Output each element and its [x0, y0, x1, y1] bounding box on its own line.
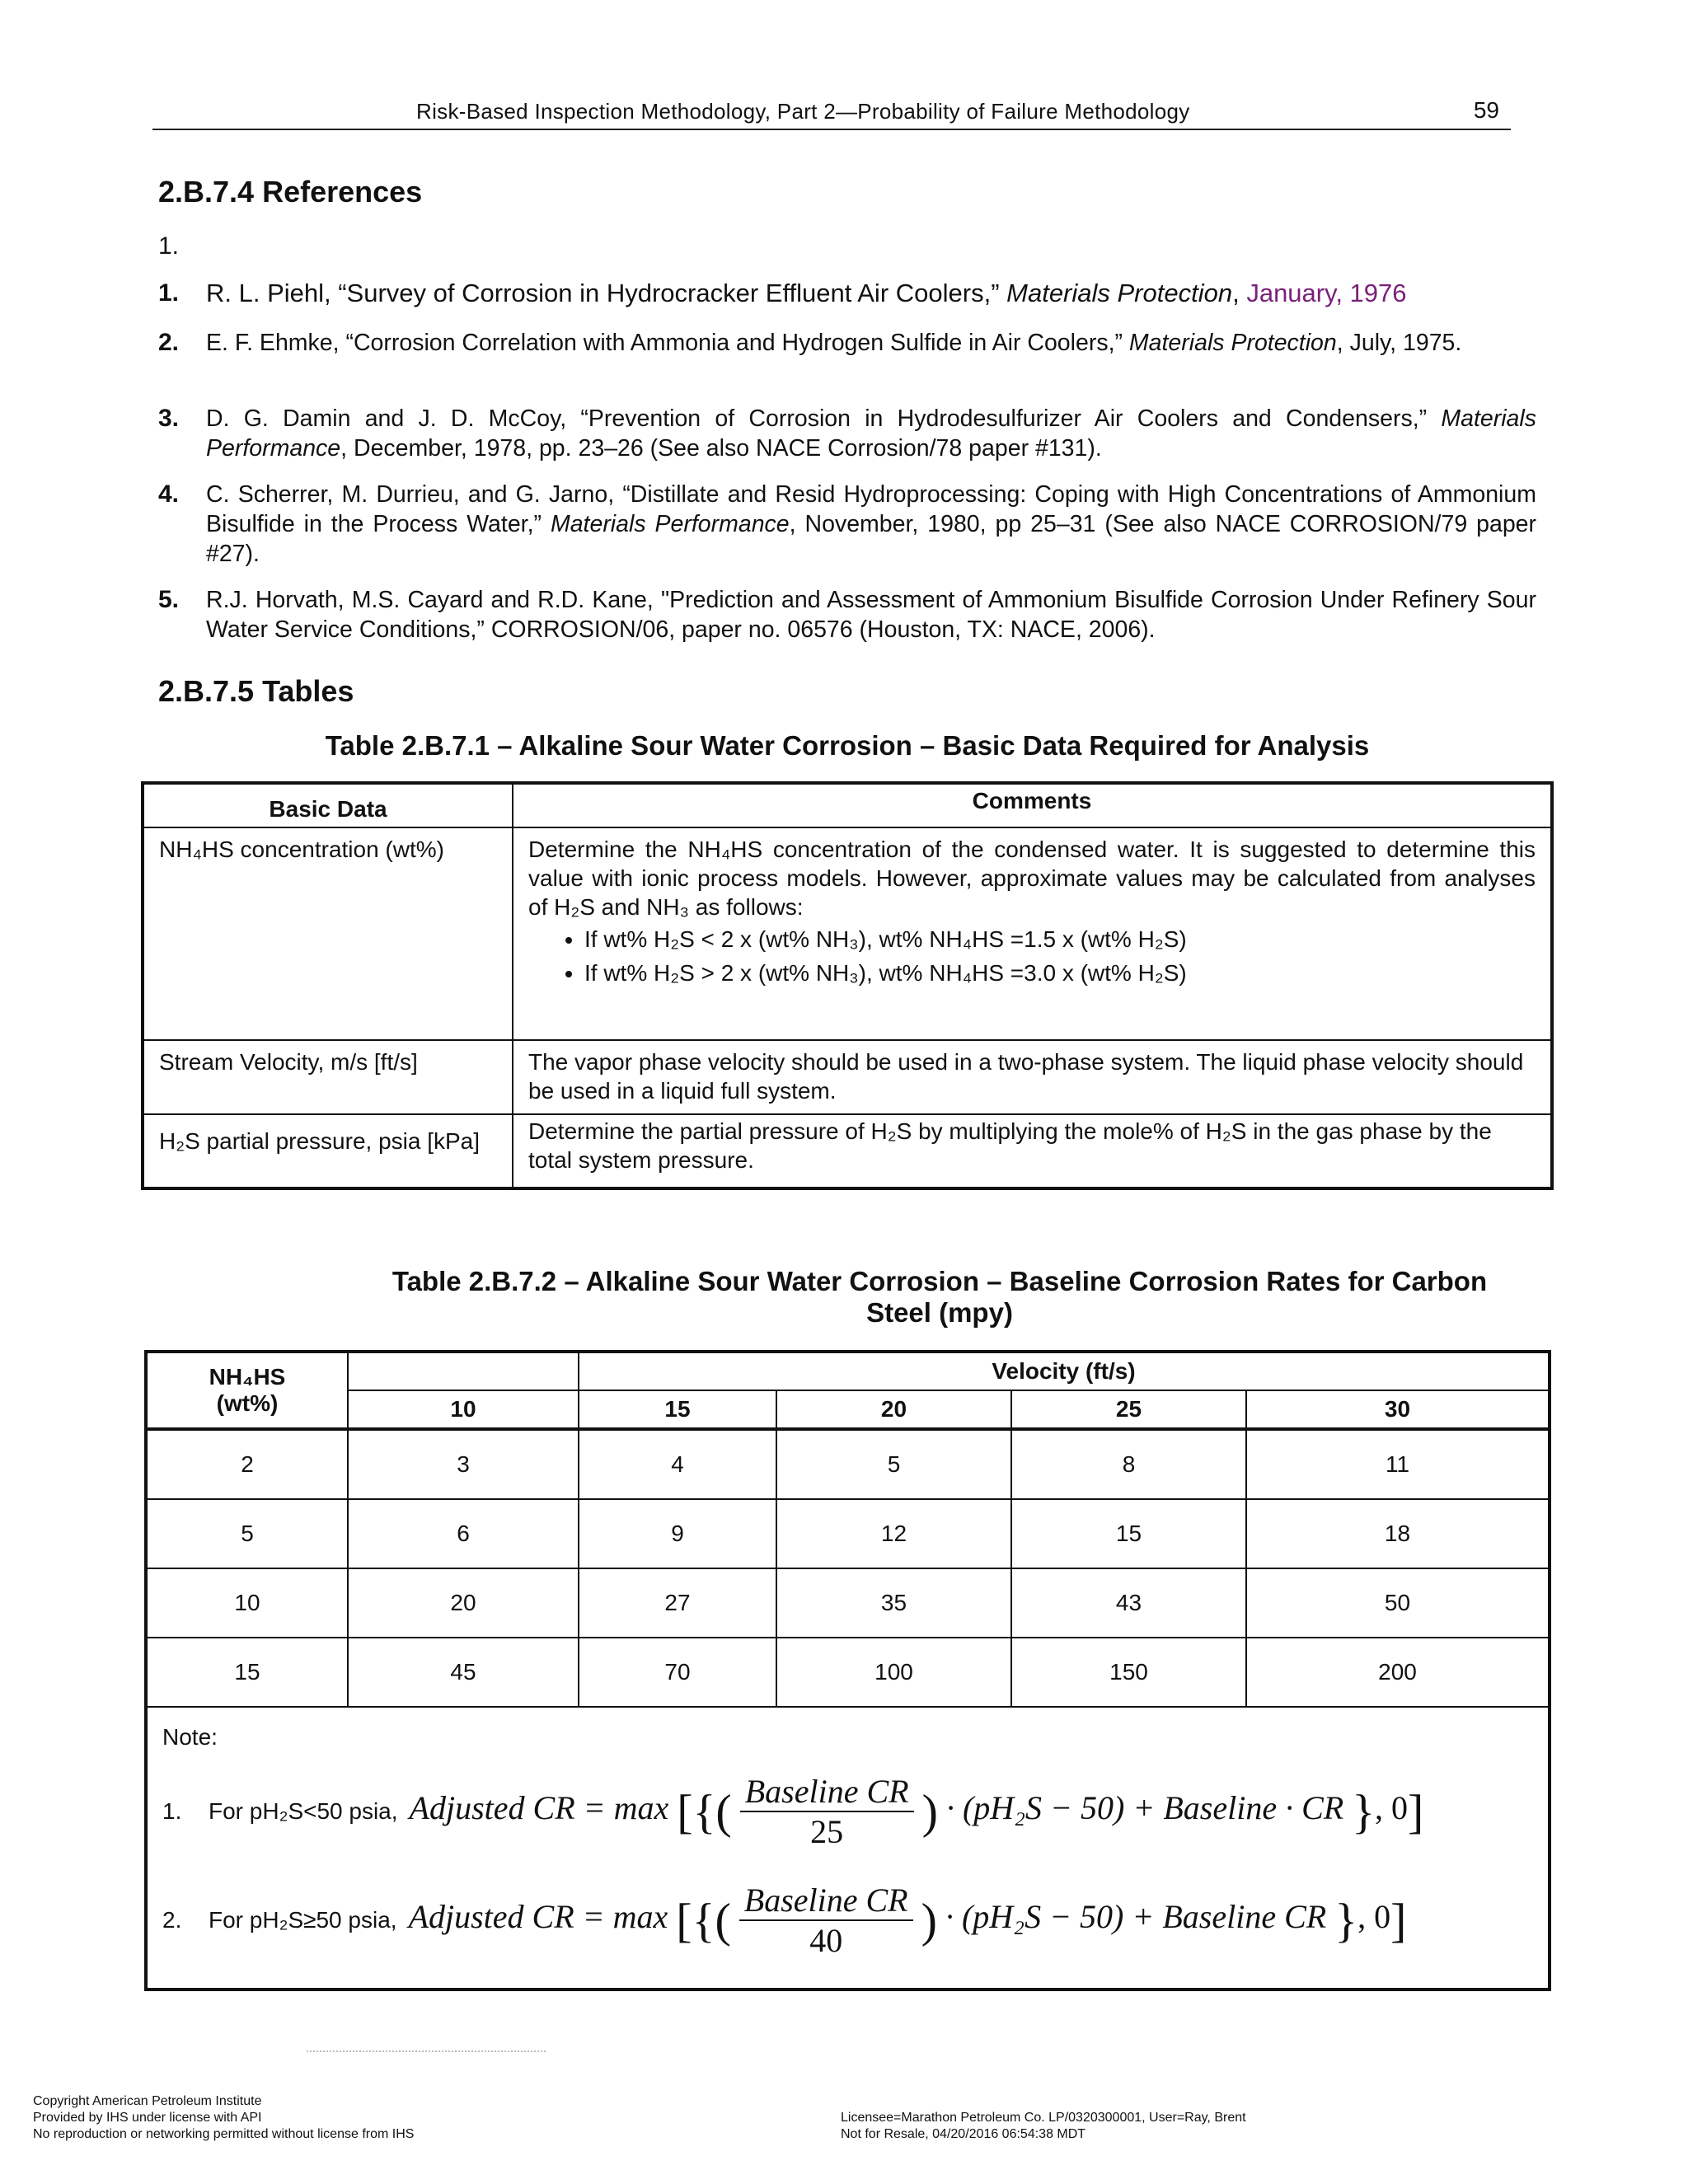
tables-heading: 2.B.7.5 Tables [158, 674, 354, 708]
velocity-col: 25 [1011, 1390, 1246, 1429]
table1-caption: Table 2.B.7.1 – Alkaline Sour Water Corrosion – Basic Data Required for Analysis [325, 730, 1370, 761]
basic-data-cell: Stream Velocity, m/s [ft/s] [143, 1040, 513, 1114]
nh4hs-cell: 2 [146, 1429, 348, 1499]
rate-cell: 35 [776, 1568, 1011, 1638]
fraction-denominator: 40 [809, 1922, 843, 1959]
nh4hs-cell: 15 [146, 1638, 348, 1707]
baseline-corrosion-table [144, 1350, 1551, 1991]
references-heading: 2.B.7.4 References [158, 175, 423, 209]
rate-cell: 11 [1246, 1429, 1550, 1499]
reference-number: 4. [158, 480, 180, 508]
reference-2 [158, 328, 1536, 358]
nh4hs-cell: 5 [146, 1499, 348, 1568]
comment-text: Determine the NH₄HS concentration of the condensed water. It is suggested to determine this value with ionic process models. However, approximate values may be calculated from analyses of H₂S and NH₃ as follows: [528, 837, 1536, 920]
table-row [146, 1499, 1550, 1568]
reference-1 [158, 279, 1536, 308]
reference-text: R.J. Horvath, M.S. Cayard and R.D. Kane, "Prediction and Assessment of Ammonium Bisulfide Corrosion Under Refinery Sour Water Service Conditions,” CORROSION/06, paper no. 06576 (Houston, TX: NACE, 2006). [206, 587, 1536, 643]
formula-tail: , 0 [1375, 1789, 1409, 1827]
footer-right [841, 2110, 1246, 2143]
blank-header [348, 1352, 579, 1390]
reference-text: C. Scherrer, M. Durrieu, and G. Jarno, “Distillate and Resid Hydroprocessing: Coping with High Concentrations of Ammonium Bisulfide in the Process Water,” [206, 481, 1536, 537]
journal-title: Materials Performance [206, 405, 1536, 462]
rate-cell: 43 [1011, 1568, 1246, 1638]
journal-title: Materials Protection [1128, 330, 1337, 356]
formula-condition: For pH₂S<50 psia, [209, 1798, 398, 1824]
table2-caption: Table 2.B.7.2 – Alkaline Sour Water Corrosion – Baseline Corrosion Rates for Carbon Steel (mpy) [392, 1266, 1488, 1328]
basic-data-cell: NH₄HS concentration (wt%) [143, 827, 513, 1040]
formula-lhs: Adjusted CR = max [409, 1789, 669, 1827]
rate-cell: 15 [1011, 1499, 1246, 1568]
note-number: 1. [162, 1798, 182, 1824]
page-number: 59 [1473, 97, 1499, 123]
reference-text-tail: , November, 1980, pp 25–31 (See also NACE CORROSION/79 paper #27). [206, 511, 1537, 567]
reference-text: E. F. Ehmke, “Corrosion Correlation with Ammonia and Hydrogen Sulfide in Air Coolers,” [206, 330, 1129, 356]
reference-text-tail: , July, 1975. [1336, 330, 1462, 356]
table-row [146, 1638, 1550, 1707]
rate-cell: 5 [776, 1429, 1011, 1499]
reference-text: D. G. Damin and J. D. McCoy, “Prevention of Corrosion in Hydrodesulfurizer Air Coolers and Condensers,” [206, 405, 1442, 432]
reference-5 [158, 585, 1536, 644]
table-row [143, 1114, 1552, 1188]
rate-cell: 3 [348, 1429, 579, 1499]
running-header [152, 96, 1511, 130]
formula-expression: Adjusted CR = max [{( $\frac{\text{Baseline CR}}{40}$ ) · (pH₂S − 50) + Baseline CR }, 0] [408, 1882, 1407, 1959]
nh4hs-cell: 10 [146, 1568, 348, 1638]
rate-cell: 12 [776, 1499, 1011, 1568]
row-header-nh4hs: NH₄HS (wt%) [146, 1352, 348, 1429]
formula-lhs: Adjusted CR = max [408, 1898, 668, 1936]
reference-number: 2. [158, 329, 180, 356]
note-number: 2. [162, 1907, 182, 1933]
rate-cell: 70 [579, 1638, 776, 1707]
formula-expression: Adjusted CR = max [{( $\frac{\text{Baseline CR}}{25}$ ) · (pH₂S − 50) + Baseline · CR }, 0] [409, 1773, 1424, 1850]
highlighted-date: January, 1976 [1246, 279, 1407, 307]
journal-title: Materials Protection [1006, 279, 1233, 307]
formula-1 [162, 1772, 1423, 1851]
footer-line: Copyright American Petroleum Institute [33, 2094, 262, 2108]
footer-left [33, 2093, 414, 2143]
stray-list-number: 1. [158, 232, 180, 260]
reference-number: 1. [158, 279, 180, 307]
bullet-list [561, 925, 1536, 987]
comment-cell: The vapor phase velocity should be used in a two-phase system. The liquid phase velocity should be used in a liquid full system. [513, 1040, 1552, 1114]
velocity-col: 10 [348, 1390, 579, 1429]
scan-artifact [307, 2050, 546, 2052]
formula-rest: · (pH₂S − 50) + Baseline CR [945, 1898, 1327, 1936]
basic-data-cell: H₂S partial pressure, psia [kPa] [143, 1114, 513, 1188]
formula-tail: , 0 [1357, 1898, 1391, 1936]
fraction-numerator: Baseline CR [740, 1772, 914, 1812]
footer-line: No reproduction or networking permitted without license from IHS [33, 2127, 415, 2141]
col-header-basic-data: Basic Data [143, 783, 513, 827]
rate-cell: 27 [579, 1568, 776, 1638]
basic-data-table [141, 781, 1554, 1190]
rate-cell: 6 [348, 1499, 579, 1568]
footer-line: Not for Resale, 04/20/2016 06:54:38 MDT [841, 2127, 1086, 2141]
fraction-numerator: Baseline CR [739, 1881, 913, 1921]
rate-cell: 50 [1246, 1568, 1550, 1638]
velocity-header: Velocity (ft/s) [579, 1352, 1550, 1390]
velocity-col: 20 [776, 1390, 1011, 1429]
reference-number: 5. [158, 586, 180, 613]
formula-rest: · (pH₂S − 50) + Baseline · CR [945, 1789, 1344, 1827]
comment-cell: Determine the partial pressure of H₂S by multiplying the mole% of H₂S in the gas phase by the total system pressure. [513, 1114, 1552, 1188]
rate-cell: 100 [776, 1638, 1011, 1707]
rate-cell: 45 [348, 1638, 579, 1707]
velocity-col: 15 [579, 1390, 776, 1429]
fraction-denominator: 25 [810, 1813, 844, 1850]
footer-line: Provided by IHS under license with API [33, 2111, 262, 2125]
col-header-comments: Comments [513, 783, 1552, 827]
formula-condition: For pH₂S≥50 psia, [209, 1907, 397, 1933]
list-item: • If wt% H₂S > 2 x (wt% NH₃), wt% NH₄HS =3.0 x (wt% H₂S) [584, 958, 1536, 987]
rate-cell: 18 [1246, 1499, 1550, 1568]
rate-cell: 20 [348, 1568, 579, 1638]
rate-cell: 8 [1011, 1429, 1246, 1499]
reference-number: 3. [158, 405, 180, 432]
table-row [143, 827, 1552, 1040]
rate-cell: 4 [579, 1429, 776, 1499]
table-row [146, 1568, 1550, 1638]
rate-cell: 9 [579, 1499, 776, 1568]
reference-3 [158, 404, 1536, 463]
reference-4 [158, 480, 1536, 569]
list-item: • If wt% H₂S < 2 x (wt% NH₃), wt% NH₄HS =1.5 x (wt% H₂S) [584, 925, 1536, 954]
rate-cell: 150 [1011, 1638, 1246, 1707]
note-label: Note: [162, 1724, 218, 1750]
header-title: Risk-Based Inspection Methodology, Part 2—Probability of Failure Methodology [416, 99, 1190, 124]
comment-cell [513, 827, 1552, 1040]
reference-text-tail: , December, 1978, pp. 23–26 (See also NACE Corrosion/78 paper #131). [340, 435, 1102, 462]
rate-cell: 200 [1246, 1638, 1550, 1707]
formula-2 [162, 1881, 1406, 1960]
reference-text-tail: , [1232, 279, 1247, 307]
table-row [143, 1040, 1552, 1114]
footer-line: Licensee=Marathon Petroleum Co. LP/0320300001, User=Ray, Brent [841, 2111, 1246, 2125]
reference-text: R. L. Piehl, “Survey of Corrosion in Hydrocracker Effluent Air Coolers,” [206, 279, 1007, 307]
table-row [146, 1429, 1550, 1499]
note-cell [146, 1707, 1550, 1990]
journal-title: Materials Performance [550, 511, 790, 537]
velocity-col: 30 [1246, 1390, 1550, 1429]
